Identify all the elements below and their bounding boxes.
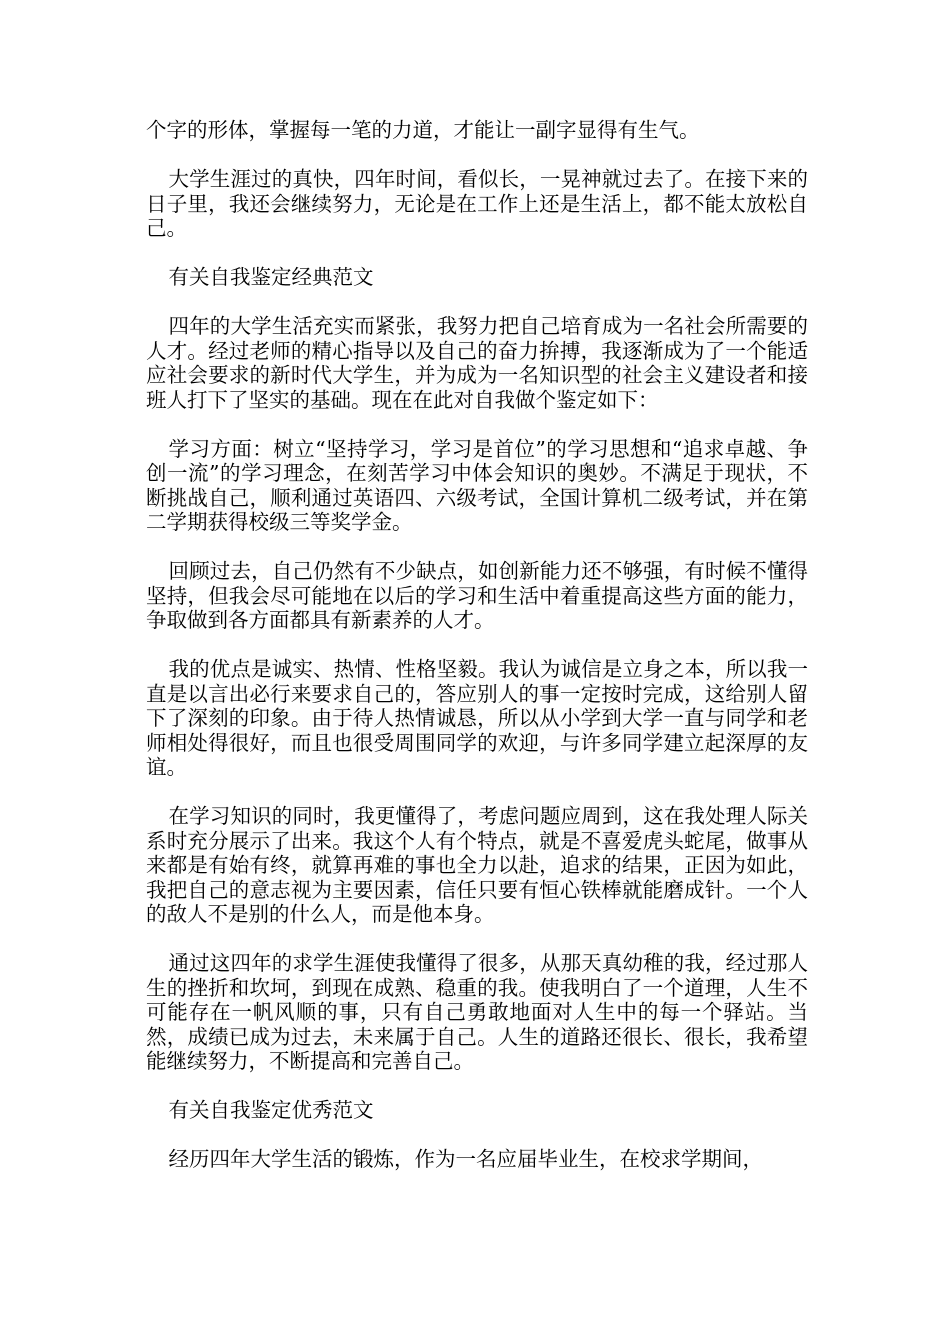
paragraph: 个字的形体，掌握每一笔的力道，才能让一副字显得有生气。 <box>146 118 700 142</box>
paragraph: 在学习知识的同时，我更懂得了，考虑问题应周到，这在我处理人际关系时充分展示了出来。我这个人有个特点，就是不喜爱虎头蛇尾，做事从来都是有始有终，就算再难的事也全力以赴，追求的结果，正因为如此，我把自己的意志视为主要因素，信任只要有恒心铁棒就能磨成针。一个人的敌人不是别的什么人，而是他本身。 <box>146 804 808 926</box>
paragraph: 经历四年大学生活的锻炼，作为一名应届毕业生，在校求学期间， <box>168 1147 764 1171</box>
paragraph: 大学生涯过的真快，四年时间，看似长，一晃神就过去了。在接下来的日子里，我还会继续努力，无论是在工作上还是生活上，都不能太放松自己。 <box>146 167 808 240</box>
paragraph: 我的优点是诚实、热情、性格坚毅。我认为诚信是立身之本，所以我一直是以言出必行来要求自己的，答应别人的事一定按时完成，这给别人留下了深刻的印象。由于待人热情诚恳，所以从小学到大学一直与同学和老师相处得很好，而且也很受周围同学的欢迎，与许多同学建立起深厚的友谊。 <box>146 657 808 779</box>
section-heading: 有关自我鉴定优秀范文 <box>168 1098 374 1122</box>
paragraph: 学习方面：树立“坚持学习，学习是首位”的学习思想和“追求卓越、争创一流”的学习理念，在刻苦学习中体会知识的奥妙。不满足于现状，不断挑战自己，顺利通过英语四、六级考试，全国计算机二级考试，并在第二学期获得校级三等奖学金。 <box>146 436 808 534</box>
paragraph: 通过这四年的求学生涯使我懂得了很多，从那天真幼稚的我，经过那人生的挫折和坎坷，到现在成熟、稳重的我。使我明白了一个道理，人生不可能存在一帆风顺的事，只有自己勇敢地面对人生中的每一个驿站。当然，成绩已成为过去，未来属于自己。人生的道路还很长、很长，我希望能继续努力，不断提高和完善自己。 <box>146 951 808 1073</box>
paragraph: 四年的大学生活充实而紧张，我努力把自己培育成为一名社会所需要的人才。经过老师的精心指导以及自己的奋力拚搏，我逐渐成为了一个能适应社会要求的新时代大学生，并为成为一名知识型的社会主义建设者和接班人打下了坚实的基础。现在在此对自我做个鉴定如下： <box>146 314 808 412</box>
document-body <box>146 118 808 1196</box>
section-heading: 有关自我鉴定经典范文 <box>168 265 374 289</box>
paragraph: 回顾过去，自己仍然有不少缺点，如创新能力还不够强，有时候不懂得坚持，但我会尽可能地在以后的学习和生活中着重提高这些方面的能力，争取做到各方面都具有新素养的人才。 <box>146 559 808 632</box>
